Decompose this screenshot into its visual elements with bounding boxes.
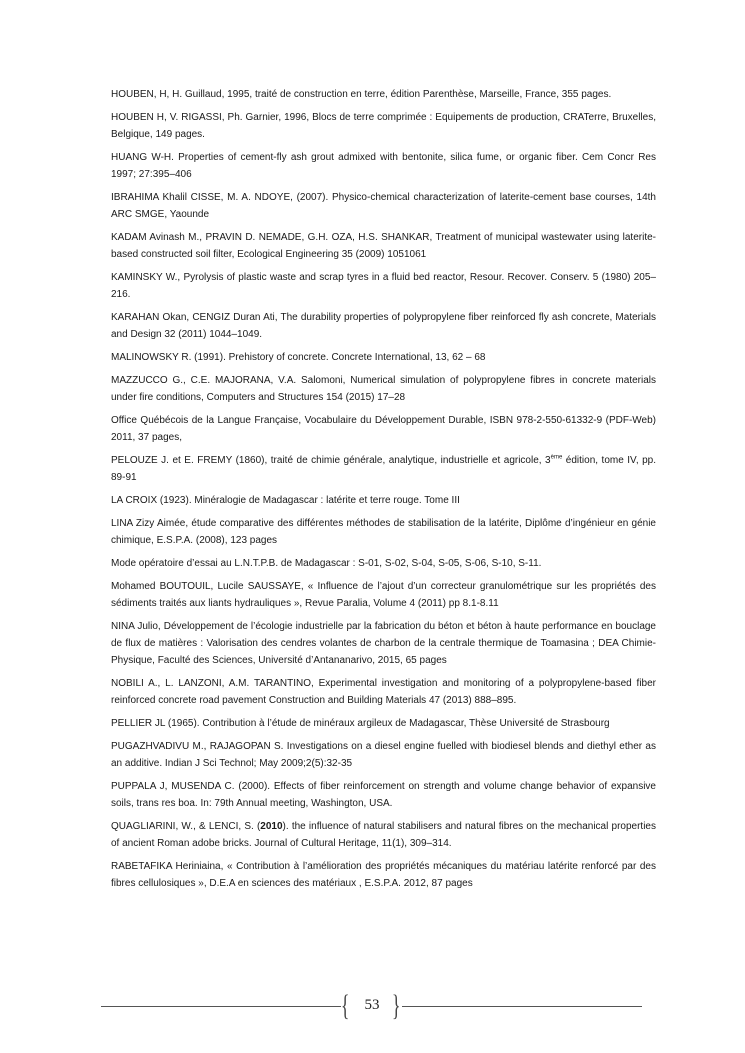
reference-item: MAZZUCCO G., C.E. MAJORANA, V.A. Salomoni, Numerical simulation of polypropylene fibres in concrete materials under fire conditions, Computers and Structures 154 (2015) 17–28 [111,375,656,403]
reference-text: PELOUZE J. et E. FREMY (1860), traité de chimie générale, analytique, industrielle et agricole, 3 [111,455,551,466]
right-brace-ornament: } [391,989,401,1022]
reference-item: NINA Julio, Développement de l’écologie industrielle par la fabrication du béton et béton à haute performance en bouclage de flux de matières : Valorisation des cendres volantes de charbon de la centrale thermique de Toamasina ; DEA Chimie-Physique, Faculté des Sciences, Université d’Antananarivo, 2015, 65 pages [111,621,656,666]
footer-rule-left [101,1006,341,1007]
reference-item: HUANG W-H. Properties of cement-fly ash grout admixed with bentonite, silica fume, or organic fiber. Cem Concr Res 1997; 27:395–406 [111,152,656,180]
reference-item: KAMINSKY W., Pyrolysis of plastic waste and scrap tyres in a fluid bed reactor, Resour. Recover. Conserv. 5 (1980) 205–216. [111,272,656,300]
reference-item: Office Québécois de la Langue Française, Vocabulaire du Développement Durable, ISBN 978-2-550-61332-9 (PDF-Web) 2011, 37 pages, [111,415,656,443]
reference-text: ). the influence of natural stabilisers and natural fibres on the mechanical properties of ancient Roman adobe bricks. Journal of Cultural Heritage, 11(1), 309–314. [111,821,656,849]
reference-item: KARAHAN Okan, CENGIZ Duran Ati, The durability properties of polypropylene fiber reinforced fly ash concrete, Materials and Design 32 (2011) 1044–1049. [111,312,656,340]
reference-item: PELLIER JL (1965). Contribution à l’étude de minéraux argileux de Madagascar, Thèse Université de Strasbourg [111,718,610,729]
reference-item: HOUBEN H, V. RIGASSI, Ph. Garnier, 1996, Blocs de terre comprimée : Equipements de production, CRATerre, Bruxelles, Belgique, 149 pages. [111,112,656,140]
page-footer [0,988,745,1028]
reference-item: PUPPALA J, MUSENDA C. (2000). Effects of fiber reinforcement on strength and volume change behavior of expansive soils, trans res boa. In: 79th Annual meeting, Washington, USA. [111,781,656,809]
reference-item: NOBILI A., L. LANZONI, A.M. TARANTINO, Experimental investigation and monitoring of a polypropylene-based fiber reinforced concrete road pavement Construction and Building Materials 47 (2013) 888–895. [111,678,656,706]
footer-rule-right [402,1006,642,1007]
page-number: 53 [364,997,380,1013]
reference-item [111,818,656,852]
reference-item: HOUBEN, H, H. Guillaud, 1995, traité de construction en terre, édition Parenthèse, Marseille, France, 355 pages. [111,89,612,100]
reference-list [111,86,656,898]
reference-item: IBRAHIMA Khalil CISSE, M. A. NDOYE, (2007). Physico-chemical characterization of laterite-cement base courses, 14th ARC SMGE, Yaounde [111,192,656,220]
reference-item: PUGAZHVADIVU M., RAJAGOPAN S. Investigations on a diesel engine fuelled with biodiesel blends and diethyl ether as an additive. Indian J Sci Technol; May 2009;2(5):32-35 [111,741,656,769]
reference-item: LA CROIX (1923). Minéralogie de Madagascar : latérite et terre rouge. Tome III [111,495,460,506]
reference-item: KADAM Avinash M., PRAVIN D. NEMADE, G.H. OZA, H.S. SHANKAR, Treatment of municipal wastewater using laterite-based constructed soil filter, Ecological Engineering 35 (2009) 1051061 [111,232,656,260]
left-brace-ornament: { [340,989,350,1022]
reference-item: Mode opératoire d’essai au L.N.T.P.B. de Madagascar : S-01, S-02, S-04, S-05, S-06, S-10, S-11. [111,558,542,569]
reference-item: MALINOWSKY R. (1991). Prehistory of concrete. Concrete International, 13, 62 – 68 [111,352,486,363]
reference-item: LINA Zizy Aimée, étude comparative des différentes méthodes de stabilisation de la latérite, Diplôme d’ingénieur en génie chimique, E.S.P.A. (2008), 123 pages [111,518,656,546]
reference-item: RABETAFIKA Heriniaina, « Contribution à l’amélioration des propriétés mécaniques du matériau latérite renforcé par des fibres cellulosiques », D.E.A en sciences des matériaux , E.S.P.A. 2012, 87 pages [111,861,656,889]
reference-year: 2010 [260,821,283,832]
reference-text: édition, tome IV, pp. 89-91 [111,455,656,483]
reference-item: Mohamed BOUTOUIL, Lucile SAUSSAYE, « Influence de l’ajout d’un correcteur granulométrique sur les propriétés des sédiments traités aux liants hydrauliques », Revue Paralia, Volume 4 (2011) pp 8.1-8.11 [111,581,656,609]
reference-item [111,452,656,486]
superscript: ème [550,454,563,461]
reference-text: QUAGLIARINI, W., & LENCI, S. ( [111,821,261,832]
